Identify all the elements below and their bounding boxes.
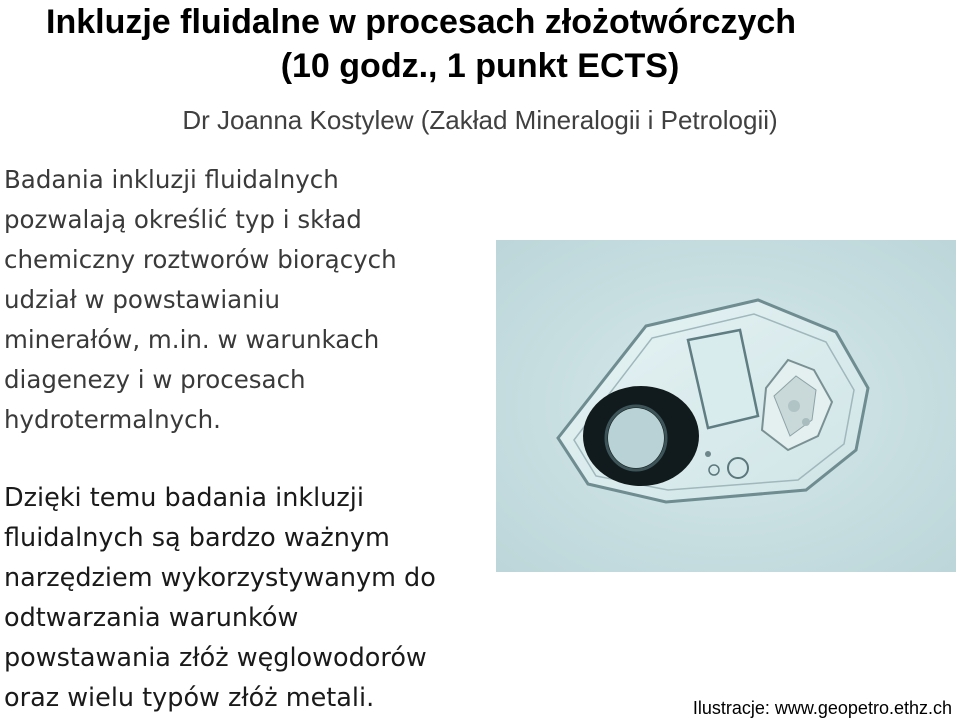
paragraph-purpose — [4, 160, 474, 440]
slide-title: Inkluzje fluidalne w procesach złożotwórczych — [46, 3, 797, 41]
text-line: udział w powstawianiu — [4, 285, 281, 314]
text-line: powstawania złóż węglowodorów — [4, 643, 427, 673]
text-line: pozwalają określić typ i skład — [4, 205, 362, 234]
fluid-inclusion-micrograph — [496, 240, 956, 572]
text-line: minerałów, m.in. w warunkach — [4, 325, 380, 354]
mineral-grain — [788, 400, 800, 412]
text-line: oraz wielu typów złóż metali. — [4, 683, 375, 713]
bubble-center — [608, 408, 664, 468]
text-line: fluidalnych są bardzo ważnym — [4, 523, 390, 553]
instructor-line: Dr Joanna Kostylew (Zakład Mineralogii i Petrologii) — [182, 105, 778, 135]
mineral-grain — [802, 418, 810, 426]
text-line: chemiczny roztworów biorących — [4, 245, 397, 274]
text-line: odtwarzania warunków — [4, 603, 299, 633]
text-line: diagenezy i w procesach — [4, 365, 306, 394]
text-line: hydrotermalnych. — [4, 405, 221, 434]
micrograph-illustration — [496, 240, 956, 572]
text-line: Badania inkluzji fluidalnych — [4, 165, 339, 194]
image-credit: Ilustracje: www.geopetro.ethz.ch — [692, 698, 952, 718]
small-bubble — [705, 451, 711, 457]
course-details: (10 godz., 1 punkt ECTS) — [280, 47, 680, 85]
paragraph-importance — [4, 478, 504, 718]
text-line: Dzięki temu badania inkluzji — [4, 483, 364, 513]
text-line: narzędziem wykorzystywanym do — [4, 563, 436, 593]
